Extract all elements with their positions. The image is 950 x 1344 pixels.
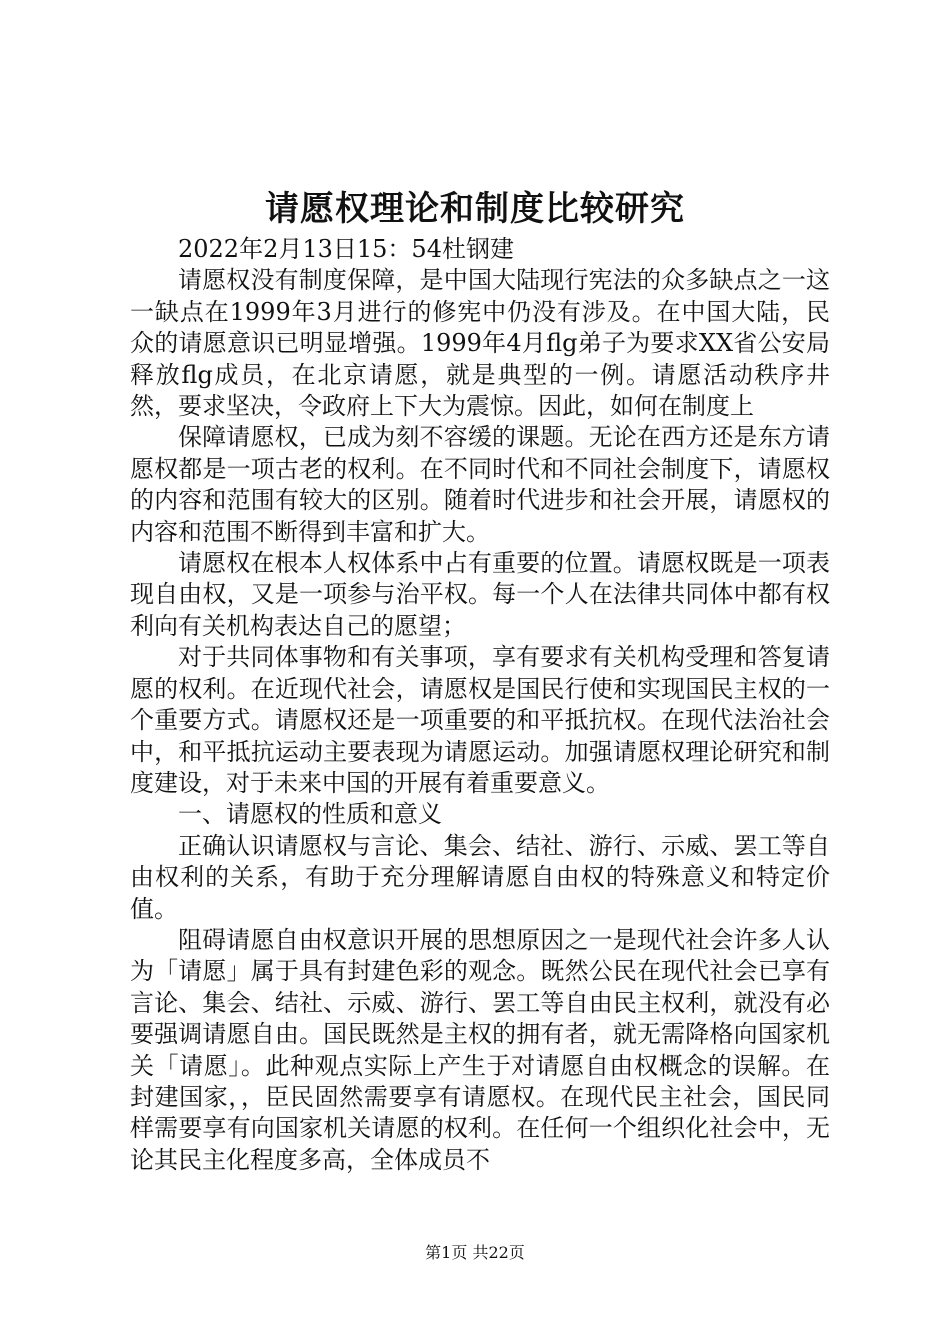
document-title: 请愿权理论和制度比较研究	[265, 189, 685, 229]
body-paragraph: 正确认识请愿权与言论、集会、结社、游行、示威、罢工等自由权利的关系，有助于充分理解请愿自由权的特殊意义和特定价值。	[130, 831, 830, 923]
document-body	[130, 234, 830, 1176]
body-paragraph: 阻碍请愿自由权意识开展的思想原因之一是现代社会许多人认为「请愿」属于具有封建色彩的观念。既然公民在现代社会已享有言论、集会、结社、示威、游行、罢工等自由民主权利，就没有必要强调请愿自由。国民既然是主权的拥有者，就无需降格向国家机关「请愿」。此种观点实际上产生于对请愿自由权概念的误解。在封建国家，，臣民固然需要享有请愿权。在现代民主社会，国民同样需要享有向国家机关请愿的权利。在任何一个组织化社会中，无论其民主化程度多高，全体成员不	[130, 925, 830, 1174]
page-number: 第1页 共22页	[425, 1243, 525, 1262]
byline-paragraph: 2022年2月13日15：54杜钢建	[178, 235, 514, 263]
body-paragraph: 请愿权在根本人权体系中占有重要的位置。请愿权既是一项表现自由权，又是一项参与治平权。每一个人在法律共同体中都有权利向有关机构表达自己的愿望；	[130, 549, 830, 640]
body-paragraph: 请愿权没有制度保障，是中国大陆现行宪法的众多缺点之一这一缺点在1999年3月进行的修宪中仍没有涉及。在中国大陆，民众的请愿意识已明显增强。1999年4月flg弟子为要求XX省公安局释放flg成员，在北京请愿，就是典型的一例。请愿活动秩序井然，要求坚决，令政府上下大为震惊。因此，如何在制度上	[130, 266, 830, 421]
body-paragraph: 保障请愿权，已成为刻不容缓的课题。无论在西方还是东方请愿权都是一项古老的权利。在不同时代和不同社会制度下，请愿权的内容和范围有较大的区别。随着时代进步和社会开展，请愿权的内容和范围不断得到丰富和扩大。	[130, 423, 830, 546]
section-heading: 一、请愿权的性质和意义	[178, 800, 442, 829]
body-paragraph: 对于共同体事物和有关事项，享有要求有关机构受理和答复请愿的权利。在近现代社会，请愿权是国民行使和实现国民主权的一个重要方式。请愿权还是一项重要的和平抵抗权。在现代法治社会中，和平抵抗运动主要表现为请愿运动。加强请愿权理论研究和制度建设，对于未来中国的开展有着重要意义。	[130, 643, 830, 797]
